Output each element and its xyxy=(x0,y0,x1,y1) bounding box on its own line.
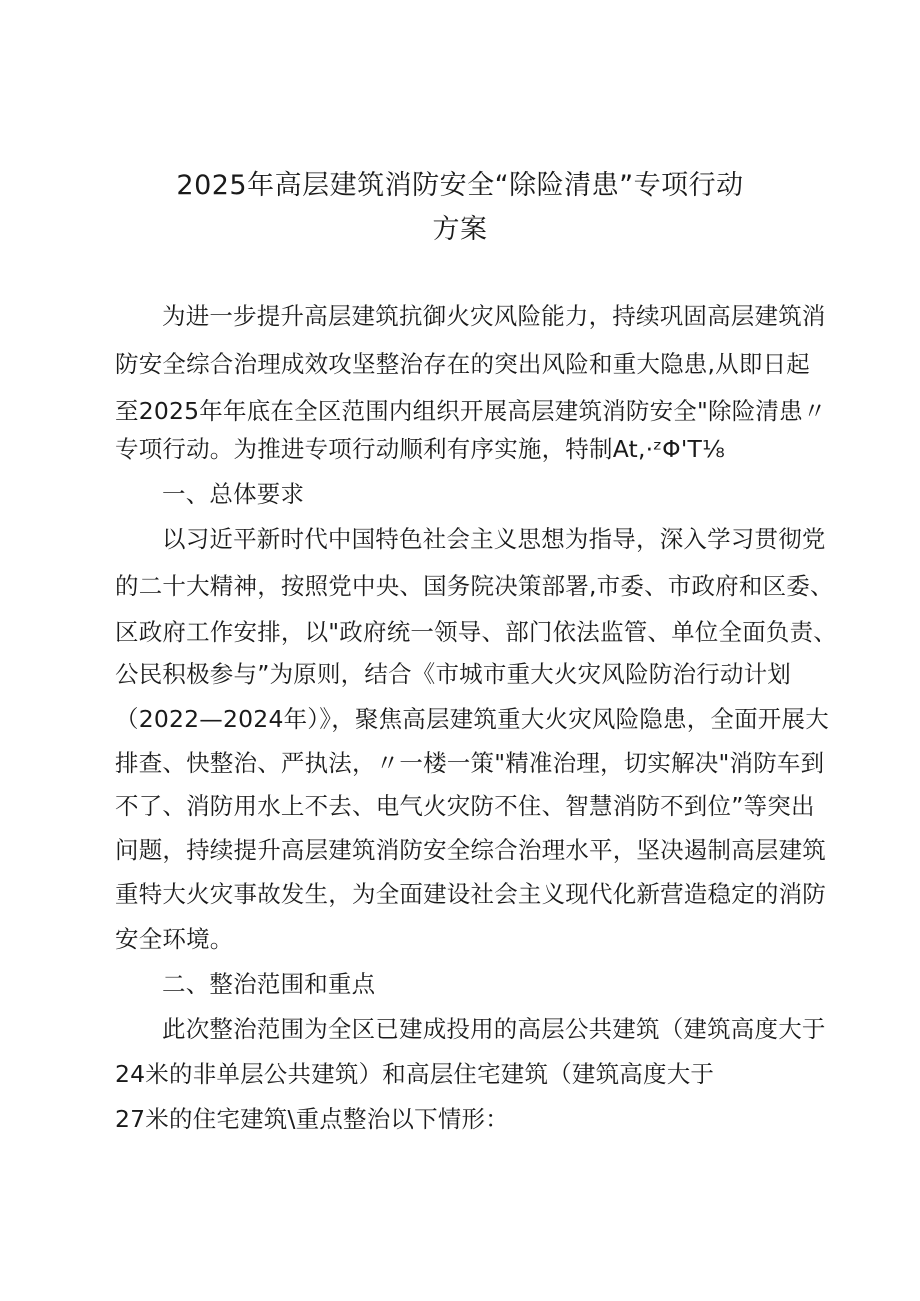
section1-paragraph-line: 安全环境。 xyxy=(115,925,234,953)
section1-paragraph-line: 不了、消防用水上不去、电气火灾防不住、智慧消防不到位”等突出 xyxy=(115,792,815,820)
intro-paragraph-line: 防安全综合治理成效攻坚整治存在的突出风险和重大隐患,从即日起 xyxy=(115,350,810,378)
intro-paragraph-line: 专项行动。为推进专项行动顺利有序实施，特制At,·ᶻΦ'T⅛ xyxy=(115,435,726,463)
section-heading-general-requirements: 一、总体要求 xyxy=(162,480,305,508)
section1-paragraph-line: 排查、快整治、严执法，〃一楼一策"精准治理，切实解决"消防车到 xyxy=(115,749,825,777)
section2-paragraph-line: 24米的非单层公共建筑）和高层住宅建筑（建筑高度大于 xyxy=(115,1060,715,1088)
section2-paragraph-line: 此次整治范围为全区已建成投用的高层公共建筑（建筑高度大于 xyxy=(162,1015,826,1043)
section1-paragraph-line: （2022—2024年）》，聚焦高层建筑重大火灾风险隐患，全面开展大 xyxy=(115,705,829,733)
section1-paragraph-line: 重特大火灾事故发生，为全面建设社会主义现代化新营造稳定的消防 xyxy=(115,880,826,908)
section1-paragraph-line: 问题，持续提升高层建筑消防安全综合治理水平，坚决遏制高层建筑 xyxy=(115,836,826,864)
document-title-line-2: 方案 xyxy=(432,214,488,245)
section1-paragraph-line: 区政府工作安排，以"政府统一领导、部门依法监管、单位全面负责、 xyxy=(115,618,838,646)
document-title-line-1: 2025年高层建筑消防安全“除险清患”专项行动 xyxy=(176,170,744,201)
intro-paragraph-line: 至2025年年底在全区范围内组织开展高层建筑消防安全"除险清患〃 xyxy=(115,397,827,425)
section2-paragraph-line: 27米的住宅建筑\重点整治以下情形： xyxy=(115,1105,509,1133)
section1-paragraph-line: 以习近平新时代中国特色社会主义思想为指导，深入学习贯彻党 xyxy=(162,525,826,553)
section1-paragraph-line: 的二十大精神，按照党中央、国务院决策部署,市委、市政府和区委、 xyxy=(115,572,834,600)
section-heading-scope-and-focus: 二、整治范围和重点 xyxy=(162,970,376,998)
intro-paragraph-line: 为进一步提升高层建筑抗御火灾风险能力，持续巩固高层建筑消 xyxy=(162,302,826,330)
section1-paragraph-line: 公民积极参与”为原则，结合《市城市重大火灾风险防治行动计划 xyxy=(115,660,791,688)
